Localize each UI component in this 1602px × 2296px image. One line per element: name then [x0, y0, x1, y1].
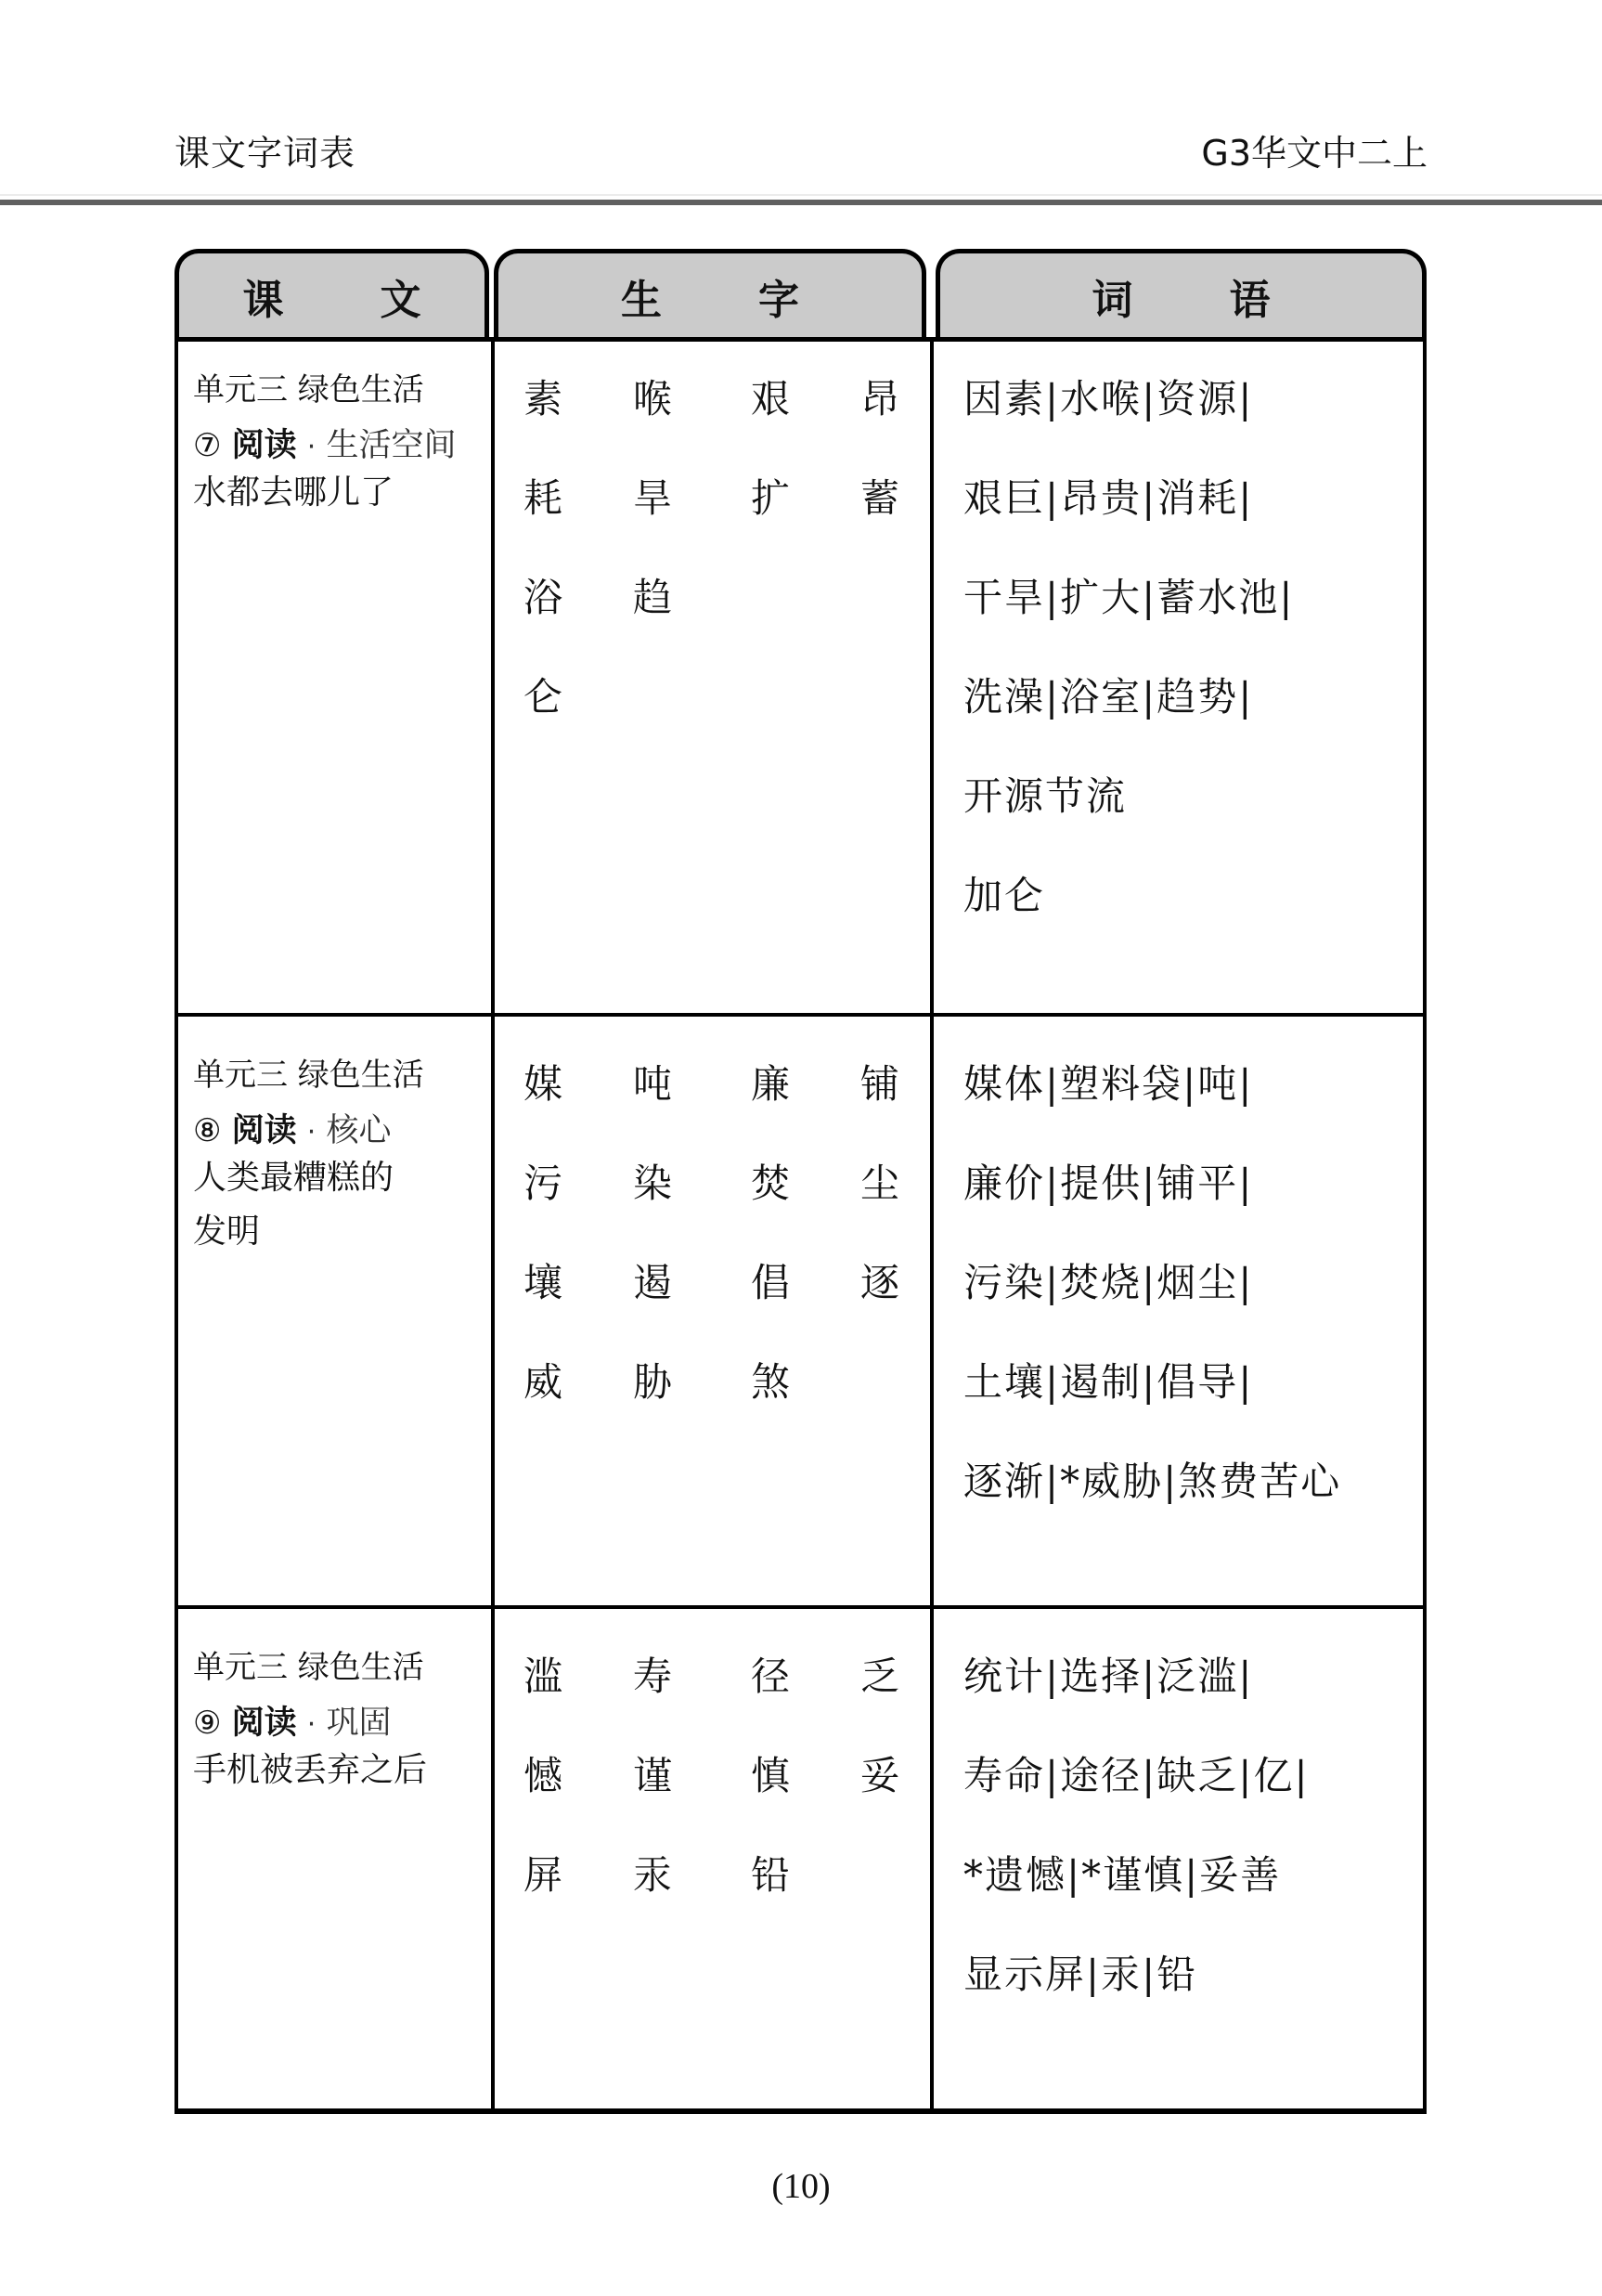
- table-row-2-words: [963, 1057, 1418, 1553]
- new-character: [860, 570, 932, 669]
- word-line: 寿命|途径|缺乏|亿|: [963, 1753, 1310, 1798]
- column-header-words: 词 语: [936, 249, 1427, 339]
- word-line: *遗憾|*谨慎|妥善: [963, 1852, 1282, 1898]
- table-row-3-words: [963, 1649, 1418, 2046]
- lesson-title: 水都去哪儿了: [193, 473, 394, 512]
- new-character: 乏: [860, 1654, 900, 1699]
- new-character: 蓄: [860, 475, 900, 521]
- unit-label: 单元三 绿色生活: [193, 1057, 424, 1094]
- word-line: 廉价|提供|铺平|: [963, 1161, 1254, 1206]
- separator-dot: ·: [306, 431, 317, 463]
- new-character: 昂: [860, 376, 900, 422]
- word-line: 媒体|塑料袋|吨|: [963, 1061, 1254, 1107]
- page-header-title: 课文字词表: [174, 133, 356, 174]
- word-line: 逐渐|*威胁|煞费苦心: [963, 1459, 1342, 1504]
- new-character: 壤: [523, 1260, 563, 1305]
- new-character: 屏: [523, 1852, 563, 1898]
- lesson-type: 阅读: [231, 1112, 297, 1149]
- table-row-3-lesson: [193, 1649, 490, 1797]
- new-character: 艰: [751, 376, 791, 422]
- unit-label: 单元三 绿色生活: [193, 371, 424, 409]
- word-line: 艰巨|昂贵|消耗|: [963, 475, 1254, 521]
- lesson-title: 人类最糟糕的: [193, 1159, 394, 1197]
- word-line: 污染|焚烧|烟尘|: [963, 1260, 1254, 1305]
- header-divider-thin: [0, 194, 1602, 196]
- column-header-lesson: 课 文: [174, 249, 489, 339]
- new-character: 憾: [523, 1753, 563, 1798]
- lesson-heading: [193, 1705, 490, 1744]
- lesson-type: 阅读: [231, 1705, 297, 1742]
- lesson-number: ⑧: [193, 1112, 222, 1149]
- lesson-number: ⑦: [193, 427, 222, 464]
- new-character: 吨: [633, 1061, 673, 1107]
- new-character: [751, 570, 860, 669]
- lesson-category: 巩固: [326, 1705, 392, 1742]
- new-character: 胁: [633, 1359, 673, 1405]
- new-character: 廉: [751, 1061, 791, 1107]
- new-character: 尘: [860, 1161, 900, 1206]
- word-line: 因素|水喉|资源|: [963, 376, 1254, 422]
- word-line: 开源节流: [963, 773, 1128, 819]
- new-character: 滥: [523, 1654, 563, 1699]
- table-row-2-lesson: [193, 1057, 490, 1259]
- lesson-title: 手机被丢弃之后: [193, 1751, 428, 1789]
- new-character: 煞: [751, 1359, 791, 1405]
- new-character: 慎: [751, 1753, 791, 1798]
- new-character: 谨: [633, 1753, 673, 1798]
- column-header-new-characters: 生 字: [494, 249, 926, 339]
- vocabulary-table: [174, 249, 1427, 2114]
- table-row-2-new-characters: [523, 1057, 932, 1454]
- word-line: 土壤|遏制|倡导|: [963, 1359, 1254, 1405]
- lesson-heading: [193, 1112, 490, 1151]
- row-divider: [174, 1605, 1427, 1609]
- separator-dot: ·: [306, 1708, 317, 1741]
- table-row-1-words: [963, 371, 1418, 967]
- new-character: 染: [633, 1161, 673, 1206]
- new-character: 仑: [523, 674, 563, 720]
- lesson-title: 发明: [193, 1213, 261, 1251]
- new-character: 扩: [751, 475, 791, 521]
- new-character: 铅: [751, 1852, 791, 1898]
- column-divider: [491, 341, 495, 2114]
- page-header-course: G3华文中二上: [1201, 133, 1428, 174]
- new-character: 径: [751, 1654, 791, 1699]
- new-character: 耗: [523, 475, 563, 521]
- table-row-1-lesson: [193, 371, 490, 520]
- new-character: 污: [523, 1161, 563, 1206]
- new-character: 倡: [751, 1260, 791, 1305]
- word-line: 显示屏|汞|铅: [963, 1952, 1198, 1997]
- lesson-type: 阅读: [231, 427, 297, 464]
- new-character: 趋: [633, 575, 673, 620]
- lesson-category: 生活空间: [326, 427, 457, 464]
- word-line: 干旱|扩大|蓄水池|: [963, 575, 1295, 620]
- new-character: 汞: [633, 1852, 673, 1898]
- new-character: 素: [523, 376, 563, 422]
- lesson-heading: [193, 427, 490, 466]
- table-row-3-new-characters: [523, 1649, 932, 1947]
- new-character: 焚: [751, 1161, 791, 1206]
- new-character: 铺: [860, 1061, 900, 1107]
- word-line: 洗澡|浴室|趋势|: [963, 674, 1254, 720]
- separator-dot: ·: [306, 1116, 317, 1148]
- lesson-category: 核心: [326, 1112, 392, 1149]
- word-line: 加仑: [963, 873, 1046, 918]
- table-row-1-new-characters: [523, 371, 932, 769]
- new-character: 寿: [633, 1654, 673, 1699]
- page-number: (10): [771, 2167, 831, 2206]
- new-character: 妥: [860, 1753, 900, 1798]
- new-character: 威: [523, 1359, 563, 1405]
- row-divider: [174, 1013, 1427, 1017]
- new-character: 遏: [633, 1260, 673, 1305]
- new-character: 喉: [633, 376, 673, 422]
- word-line: 统计|选择|泛滥|: [963, 1654, 1254, 1699]
- new-character: 浴: [523, 575, 563, 620]
- new-character: 媒: [523, 1061, 563, 1107]
- header-divider-bar: [0, 200, 1602, 205]
- lesson-number: ⑨: [193, 1705, 222, 1742]
- new-character: 旱: [633, 475, 673, 521]
- new-character: 逐: [860, 1260, 900, 1305]
- unit-label: 单元三 绿色生活: [193, 1649, 424, 1686]
